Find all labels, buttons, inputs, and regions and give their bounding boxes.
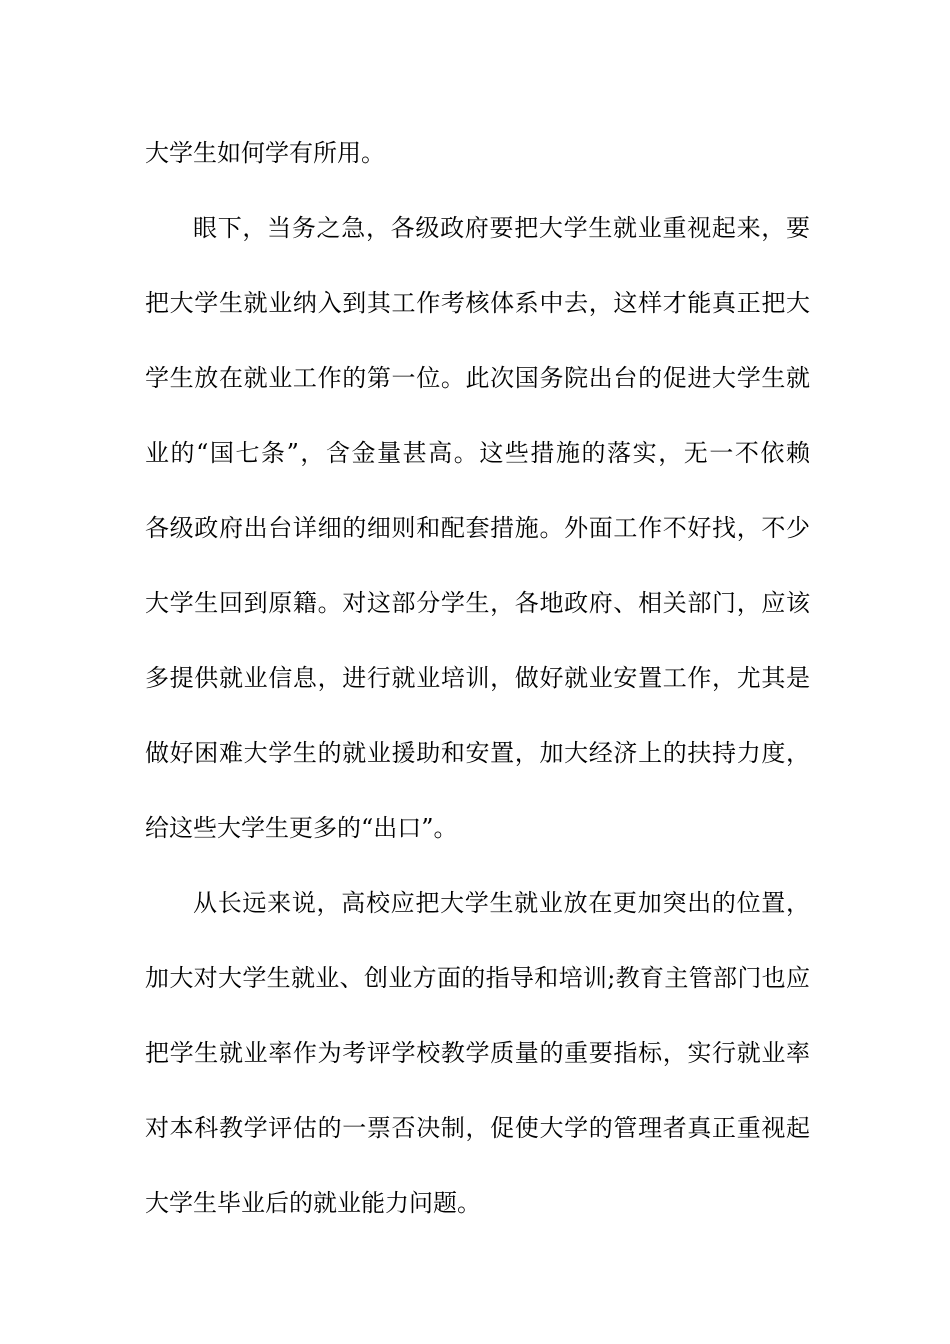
text-line: 加大对大学生就业、创业方面的指导和培训;教育主管部门也应 (145, 964, 810, 992)
text-line: 各级政府出台详细的细则和配套措施。外面工作不好找，不少 (145, 514, 810, 542)
text-line: 把大学生就业纳入到其工作考核体系中去，这样才能真正把大 (145, 289, 810, 317)
paragraph-first-line: 从长远来说，高校应把大学生就业放在更加突出的位置， (193, 889, 810, 917)
text-line: 学生放在就业工作的第一位。此次国务院出台的促进大学生就 (145, 364, 810, 392)
text-line: 给这些大学生更多的“出口”。 (145, 814, 458, 842)
text-line: 多提供就业信息，进行就业培训，做好就业安置工作，尤其是 (145, 664, 810, 692)
text-line: 大学生毕业后的就业能力问题。 (145, 1189, 481, 1217)
text-line: 做好困难大学生的就业援助和安置，加大经济上的扶持力度， (145, 739, 810, 767)
text-line: 业的“国七条”，含金量甚高。这些措施的落实，无一不依赖 (145, 439, 810, 467)
text-line: 把学生就业率作为考评学校教学质量的重要指标，实行就业率 (145, 1039, 810, 1067)
text-line: 大学生如何学有所用。 (145, 139, 385, 167)
paragraph-first-line: 眼下，当务之急，各级政府要把大学生就业重视起来，要 (193, 214, 810, 242)
text-line: 大学生回到原籍。对这部分学生，各地政府、相关部门，应该 (145, 589, 810, 617)
text-line: 对本科教学评估的一票否决制，促使大学的管理者真正重视起 (145, 1114, 810, 1142)
